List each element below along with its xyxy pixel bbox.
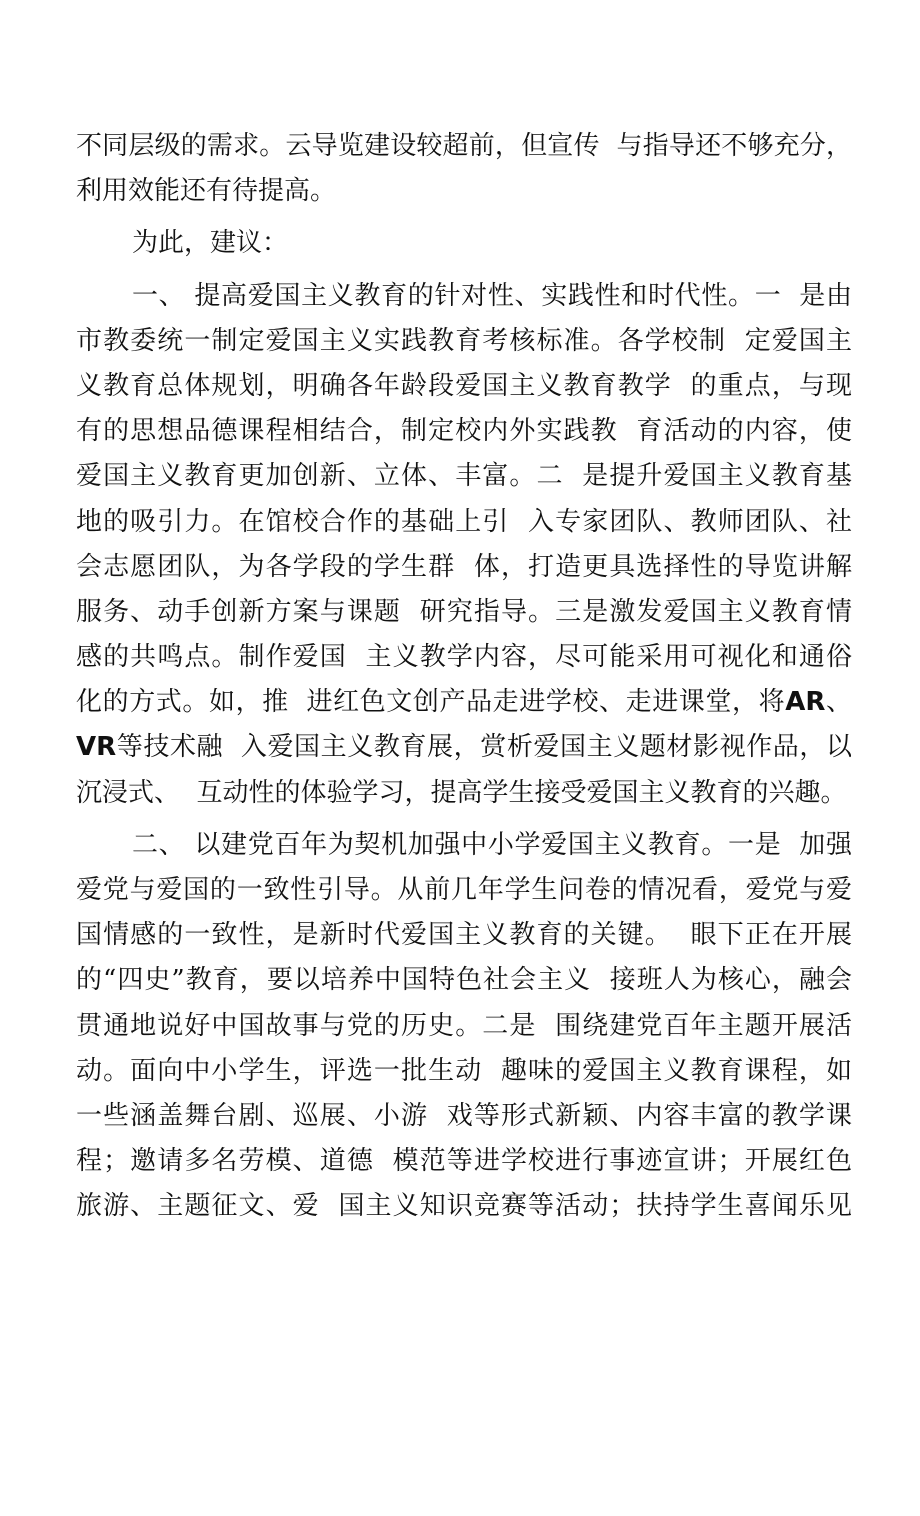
text-line: 动。面向中小学生，评选一批生动 趣味的爱国主义教育课程，如 <box>76 1055 852 1086</box>
text-line: 爱国主义教育更加创新、立体、丰富。二 是提升爱国主义教育基 <box>76 461 852 492</box>
text-line: 爱党与爱国的一致性引导。从前几年学生问卷的情况看，爱党与爱 <box>76 875 852 905</box>
text-line: 服务、动手创新方案与课题 研究指导。三是激发爱国主义教育情 <box>76 596 852 627</box>
text-line: 感的共鸣点。制作爱国 主义教学内容，尽可能采用可视化和通俗 <box>76 642 852 673</box>
text-line: 一些涵盖舞台剧、巡展、小游 戏等形式新颖、内容丰富的教学课 <box>76 1100 852 1131</box>
text-line: 义教育总体规划，明确各年龄段爱国主义教育教学 的重点，与现 <box>76 370 852 401</box>
text-line: 有的思想品德课程相结合，制定校内外实践教 育活动的内容，使 <box>76 416 852 447</box>
text-segment: 、 <box>825 687 852 718</box>
text-line: 一、 提高爱国主义教育的针对性、实践性和时代性。一 是由 <box>132 280 852 311</box>
text-line: 贯通地说好中国故事与党的历史。二是 围绕建党百年主题开展活 <box>76 1010 852 1041</box>
text-segment: 化的方式。如，推 进红色文创产品走进学校、走进课堂，将 <box>76 687 786 718</box>
text-line: 的“四史”教育，要以培养中国特色社会主义 接班人为核心，融会 <box>76 965 852 996</box>
text-line: 沉浸式、 互动性的体验学习，提高学生接受爱国主义教育的兴趣。 <box>76 777 847 808</box>
text-line: 利用效能还有待提高。 <box>76 176 337 207</box>
text-line: 不同层级的需求。云导览建设较超前，但宣传 与指导还不够充分， <box>76 131 852 161</box>
text-segment: 等技术融 入爱国主义教育展，赏析爱国主义题材影视作品，以 <box>116 732 852 763</box>
latin-term: AR <box>785 687 826 718</box>
body-text <box>76 124 852 1230</box>
text-line-mixed <box>76 680 852 725</box>
text-line: 会志愿团队，为各学段的学生群 体，打造更具选择性的导览讲解 <box>76 551 852 582</box>
text-line: 程；邀请多名劳模、道德 模范等进学校进行事迹宣讲；开展红色 <box>76 1146 852 1177</box>
latin-term: VR <box>76 732 117 763</box>
text-line: 为此，建议： <box>132 228 289 259</box>
text-line: 二、 以建党百年为契机加强中小学爱国主义教育。一是 加强 <box>132 829 852 860</box>
text-line: 旅游、主题征文、爱 国主义知识竞赛等活动；扶持学生喜闻乐见 <box>76 1191 852 1222</box>
text-line-mixed <box>76 725 852 770</box>
text-line: 地的吸引力。在馆校合作的基础上引 入专家团队、教师团队、社 <box>76 506 852 537</box>
text-line: 市教委统一制定爱国主义实践教育考核标准。各学校制 定爱国主 <box>76 325 852 356</box>
text-line: 国情感的一致性，是新时代爱国主义教育的关键。 眼下正在开展 <box>76 920 852 951</box>
